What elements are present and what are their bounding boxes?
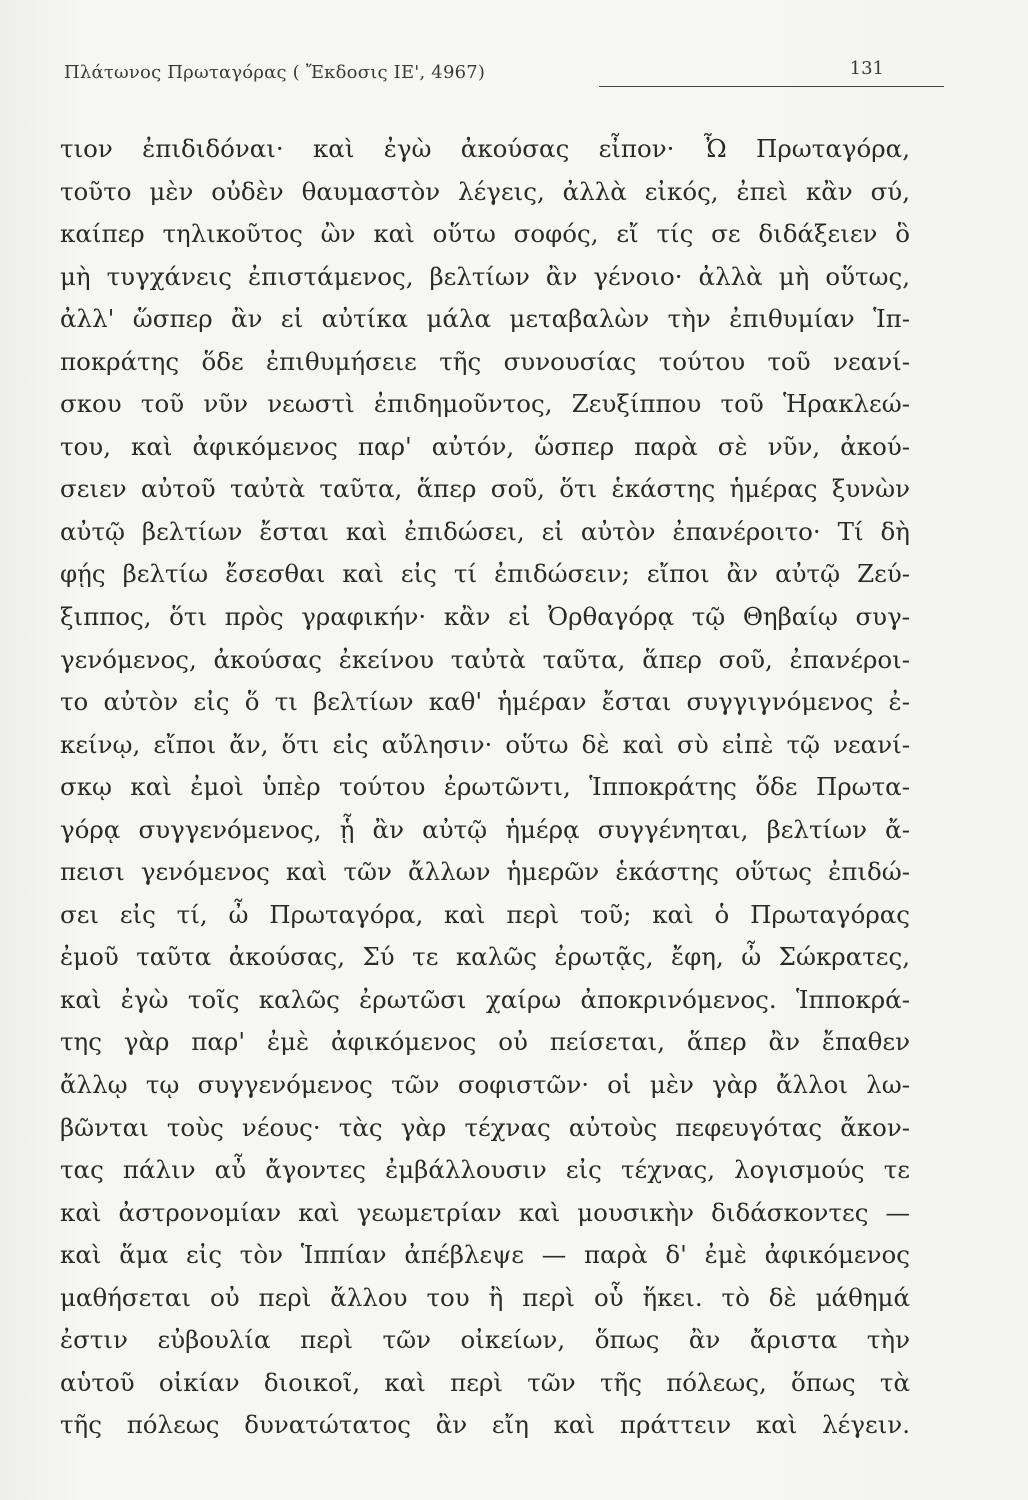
text-line: ἐστιν εὐβουλία περὶ τῶν οἰκείων, ὅπως ἂν ἄριστα τὴν — [60, 1325, 910, 1355]
text-line: σκου τοῦ νῦν νεωστὶ ἐπιδημοῦντος, Ζευξίππου τοῦ Ἡρακλεώ- — [60, 389, 910, 419]
text-line: μαθήσεται οὐ περὶ ἄλλου του ἢ περὶ οὗ ἥκει. τὸ δὲ μάθημά — [60, 1282, 910, 1312]
text-line: σει εἰς τί, ὦ Πρωταγόρα, καὶ περὶ τοῦ; καὶ ὁ Πρωταγόρας — [60, 899, 910, 929]
text-line: σκῳ καὶ ἐμοὶ ὑπὲρ τούτου ἐρωτῶντι, Ἱπποκράτης ὅδε Πρωτα- — [60, 772, 910, 802]
running-head — [64, 58, 884, 92]
text-line: φῄς βελτίω ἔσεσθαι καὶ εἰς τί ἐπιδώσειν; εἴποι ἂν αὐτῷ Ζεύ- — [60, 559, 910, 589]
text-line: της γὰρ παρ' ἐμὲ ἀφικόμενος οὐ πείσεται, ἅπερ ἂν ἔπαθεν — [60, 1027, 910, 1057]
text-line: γενόμενος, ἀκούσας ἐκείνου ταὐτὰ ταῦτα, ἅπερ σοῦ, ἐπανέροι- — [60, 644, 910, 674]
text-line: πεισι γενόμενος καὶ τῶν ἄλλων ἡμερῶν ἑκάστης οὕτως ἐπιδώ- — [60, 857, 910, 887]
running-title: Πλάτωνος Πρωταγόρας ( Ἔκδοσις ΙΕ', 4967) — [64, 62, 486, 83]
text-line: σειεν αὐτοῦ ταὐτὰ ταῦτα, ἅπερ σοῦ, ὅτι ἑκάστης ἡμέρας ξυνὼν — [60, 474, 910, 504]
text-line: αὑτοῦ οἰκίαν διοικοῖ, καὶ περὶ τῶν τῆς πόλεως, ὅπως τὰ — [60, 1367, 910, 1397]
text-line: καὶ ἀστρονομίαν καὶ γεωμετρίαν καὶ μουσικὴν διδάσκοντες — — [60, 1197, 910, 1227]
text-line: ἐμοῦ ταῦτα ἀκούσας, Σύ τε καλῶς ἐρωτᾷς, ἔφη, ὦ Σώκρατες, — [60, 942, 910, 972]
text-line: καὶ ἐγὼ τοῖς καλῶς ἐρωτῶσι χαίρω ἀποκρινόμενος. Ἱπποκρά- — [60, 984, 910, 1014]
text-line: τοῦτο μὲν οὐδὲν θαυμαστὸν λέγεις, ἀλλὰ εἰκός, ἐπεὶ κἂν σύ, — [60, 176, 910, 206]
text-line: γόρᾳ συγγενόμενος, ᾗ ἂν αὐτῷ ἡμέρᾳ συγγένηται, βελτίων ἄ- — [60, 814, 910, 844]
text-line: το αὐτὸν εἰς ὅ τι βελτίων καθ' ἡμέραν ἔσται συγγιγνόμενος ἐ- — [60, 687, 910, 717]
text-line: κείνῳ, εἴποι ἄν, ὅτι εἰς αὔλησιν· οὕτω δὲ καὶ σὺ εἰπὲ τῷ νεανί- — [60, 729, 910, 759]
text-line: τιον ἐπιδιδόναι· καὶ ἐγὼ ἀκούσας εἶπον· Ὦ Πρωταγόρα, — [60, 134, 910, 163]
text-line: του, καὶ ἀφικόμενος παρ' αὐτόν, ὥσπερ παρὰ σὲ νῦν, ἀκού- — [60, 431, 910, 461]
text-line: αὐτῷ βελτίων ἔσται καὶ ἐπιδώσει, εἰ αὐτὸν ἐπανέροιτο· Τί δὴ — [60, 516, 910, 546]
text-line: ποκράτης ὅδε ἐπιθυμήσειε τῆς συνουσίας τούτου τοῦ νεανί- — [60, 346, 910, 376]
text-line: ἄλλῳ τῳ συγγενόμενος τῶν σοφιστῶν· οἱ μὲν γὰρ ἄλλοι λω- — [60, 1070, 910, 1100]
text-line: τας πάλιν αὖ ἄγοντες ἐμβάλλουσιν εἰς τέχνας, λογισμούς τε — [60, 1155, 910, 1185]
text-line: ξιππος, ὅτι πρὸς γραφικήν· κἂν εἰ Ὀρθαγόρᾳ τῷ Θηβαίῳ συγ- — [60, 602, 910, 632]
text-line: ἀλλ' ὥσπερ ἂν εἰ αὐτίκα μάλα μεταβαλὼν τὴν ἐπιθυμίαν Ἱπ- — [60, 304, 910, 334]
page-number: 131 — [849, 58, 884, 79]
text-line: καίπερ τηλικοῦτος ὢν καὶ οὕτω σοφός, εἴ τίς σε διδάξειεν ὃ — [60, 219, 910, 249]
text-line: καὶ ἅμα εἰς τὸν Ἱππίαν ἀπέβλεψε — παρὰ δ' ἐμὲ ἀφικόμενος — [60, 1240, 910, 1270]
text-line: τῆς πόλεως δυνατώτατος ἂν εἴη καὶ πράττειν καὶ λέγειν. — [60, 1410, 910, 1440]
header-rule — [599, 86, 944, 87]
text-line: βῶνται τοὺς νέους· τὰς γὰρ τέχνας αὐτοὺς πεφευγότας ἄκον- — [60, 1112, 910, 1142]
body-text — [60, 128, 910, 1447]
text-line: μὴ τυγχάνεις ἐπιστάμενος, βελτίων ἂν γένοιο· ἀλλὰ μὴ οὕτως, — [60, 261, 910, 291]
